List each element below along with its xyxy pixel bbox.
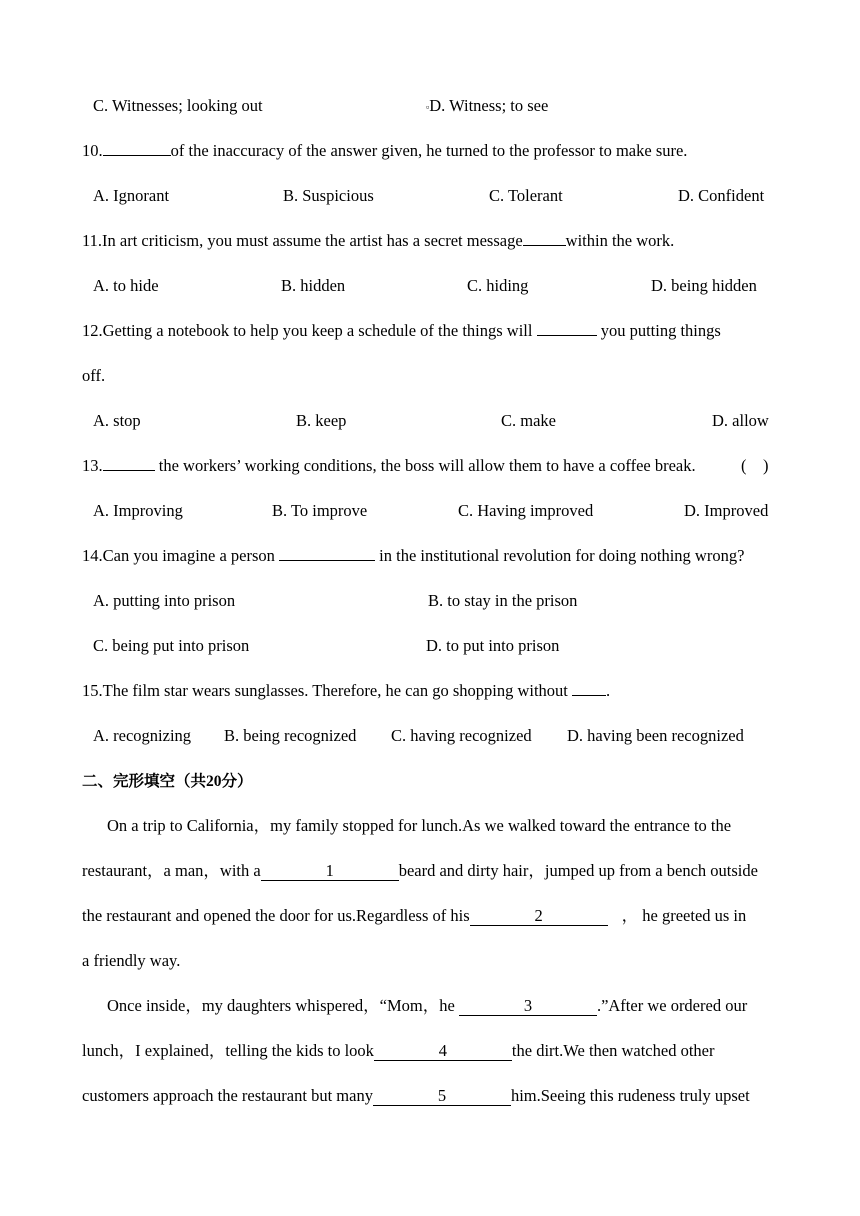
q11-option-b: B. hidden (281, 276, 346, 295)
q15-option-b: B. being recognized (224, 726, 357, 745)
q13-suffix: the workers’ working conditions, the boss will allow them to have a coffee break. (158, 456, 696, 475)
passage-line-5-pre: Once inside，my daughters whispered，“Mom，he (107, 996, 455, 1015)
passage-line-1: On a trip to California，my family stopped for lunch.As we walked toward the entrance to the (107, 816, 732, 835)
q10-stem (82, 141, 687, 161)
passage-line-5 (107, 996, 747, 1016)
q12-stem-continued: off. (82, 366, 106, 385)
q12-option-a: A. stop (93, 411, 141, 430)
q9-option-c: C. Witnesses; looking out (93, 96, 263, 115)
q10-answer-blank[interactable] (103, 155, 171, 156)
q10-option-b: B. Suspicious (283, 186, 374, 205)
q13-stem (82, 456, 696, 476)
q12-prefix: 12.Getting a notebook to help you keep a schedule of the things will (82, 321, 533, 340)
q11-suffix: within the work. (565, 231, 675, 250)
passage-line-7-pre: customers approach the restaurant but many (82, 1086, 373, 1105)
q13-answer-parentheses[interactable]: ( ) (741, 456, 769, 475)
section-title-points: 20 (206, 773, 222, 790)
section-title-a: 二、完形填空（共 (82, 772, 207, 790)
q14-option-c: C. being put into prison (93, 636, 250, 655)
q13-option-a: A. Improving (93, 501, 183, 520)
q9-option-d-line (426, 96, 548, 117)
q10-prefix: 10. (82, 141, 103, 160)
q12-option-b: B. keep (296, 411, 347, 430)
cloze-blank-2[interactable]: 2 (470, 907, 608, 926)
q15-option-c: C. having recognized (391, 726, 532, 745)
passage-line-7-post: him.Seeing this rudeness truly upset (510, 1086, 750, 1105)
q14-option-a: A. putting into prison (93, 591, 236, 610)
q12-suffix: you putting things (600, 321, 721, 340)
cloze-blank-4[interactable]: 4 (374, 1042, 512, 1061)
q14-stem (82, 546, 744, 566)
q15-suffix: . (606, 681, 611, 700)
q15-option-a: A. recognizing (93, 726, 192, 745)
section-title-b: 分） (221, 772, 253, 790)
q11-stem (82, 231, 674, 251)
q10-option-c: C. Tolerant (489, 186, 563, 205)
q12-option-d: D. allow (712, 411, 769, 430)
q13-option-d: D. Improved (684, 501, 769, 520)
q11-prefix: 11.In art criticism, you must assume the artist has a secret message (82, 231, 523, 250)
q13-answer-blank[interactable] (103, 470, 155, 471)
q14-option-d: D. to put into prison (426, 636, 560, 655)
passage-line-6 (82, 1041, 714, 1061)
q14-answer-blank[interactable] (279, 560, 375, 561)
q13-prefix: 13. (82, 456, 103, 475)
passage-line-4: a friendly way. (82, 951, 181, 970)
q14-suffix: in the institutional revolution for doing nothing wrong? (379, 546, 745, 565)
q15-stem (82, 681, 610, 701)
passage-line-2-pre: restaurant，a man，with a (82, 861, 261, 880)
q14-prefix: 14.Can you imagine a person (82, 546, 275, 565)
passage-line-3-post: ， he greeted us in (621, 906, 747, 925)
q9-option-d: D. Witness; to see (429, 96, 549, 115)
passage-line-3-pre: the restaurant and opened the door for us.Regardless of his (82, 906, 470, 925)
section-heading (82, 771, 253, 792)
q15-option-d: D. having been recognized (567, 726, 744, 745)
q11-option-a: A. to hide (93, 276, 159, 295)
q11-option-d: D. being hidden (651, 276, 757, 295)
passage-line-5-post: .”After we ordered our (596, 996, 748, 1015)
passage-line-6-post: the dirt.We then watched other (511, 1041, 715, 1060)
q15-prefix: 15.The film star wears sunglasses. Therefore, he can go shopping without (82, 681, 568, 700)
q10-suffix: of the inaccuracy of the answer given, he turned to the professor to make sure. (170, 141, 688, 160)
passage-line-6-pre: lunch，I explained，telling the kids to look (82, 1041, 374, 1060)
cloze-blank-3[interactable]: 3 (459, 997, 597, 1016)
passage-line-3 (82, 906, 746, 926)
q11-answer-blank[interactable] (523, 245, 566, 246)
q13-option-c: C. Having improved (458, 501, 594, 520)
q12-option-c: C. make (501, 411, 556, 430)
q12-stem (82, 321, 721, 341)
q10-option-a: A. Ignorant (93, 186, 170, 205)
q12-answer-blank[interactable] (537, 335, 597, 336)
cloze-blank-1[interactable]: 1 (261, 862, 399, 881)
passage-line-7 (82, 1086, 750, 1106)
q10-option-d: D. Confident (678, 186, 765, 205)
q13-option-b: B. To improve (272, 501, 368, 520)
q9-mark-icon: ▫ (426, 102, 430, 113)
passage-line-2 (82, 861, 758, 881)
q15-answer-blank[interactable] (572, 695, 606, 696)
q14-option-b: B. to stay in the prison (428, 591, 578, 610)
passage-line-2-post: beard and dirty hair，jumped up from a bench outside (398, 861, 758, 880)
q11-option-c: C. hiding (467, 276, 529, 295)
cloze-blank-5[interactable]: 5 (373, 1087, 511, 1106)
